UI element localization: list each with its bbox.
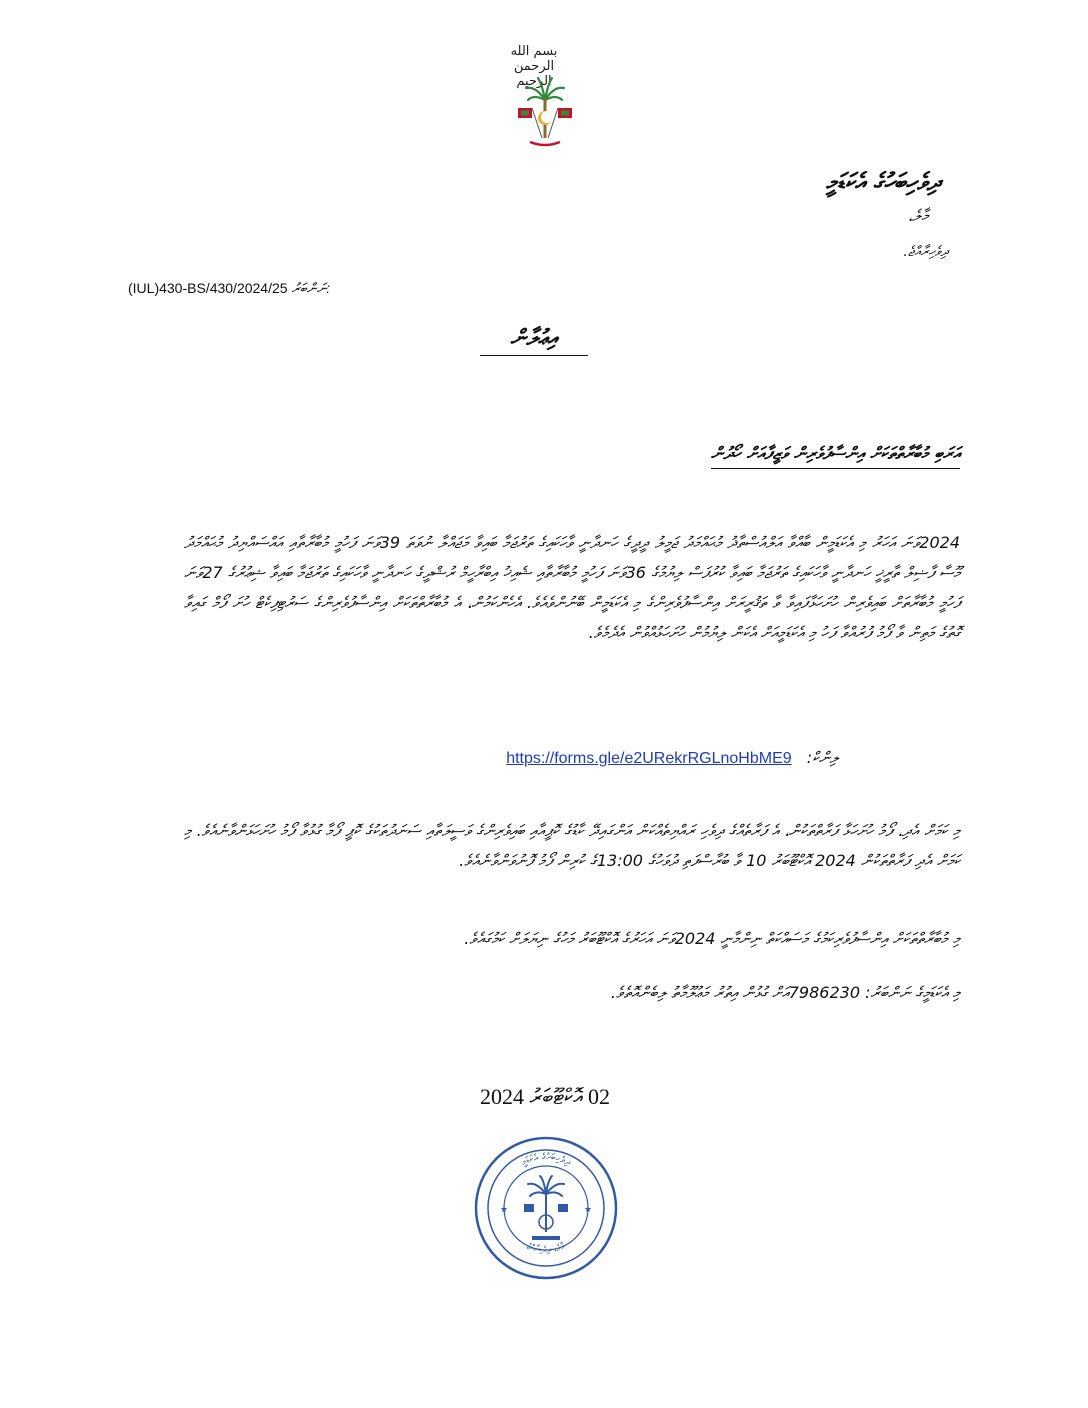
reference-number: (IUL)430-BS/430/2024/25 <box>128 280 288 296</box>
body-paragraph-1: 2024ވަނަ އަހަރު މި އެކަޑަމީން ބާއްވާ އަލްއުސްތާޛު މުޙައްމަދު ޖަމީލު ދީދީގެ ހަނދާނީ ވާހަކައިގެ ތަރުޖަމާ ބައިވާ މަޖައްލާ ނުވަތަ 39ވަނަ ފަހުމީ މުބާރާތާއި އައްސައްޔިދު މުޙައްމަދު މޫސާ ފާޟިލް ތާރީޚީ ހަނދާނީ ވާހަކައިގެ ތަރުޖަމާ ބައިވާ ކުރުފަސް ލިޔުމުގެ 36ވަނަ ފަހުމީ މުބާރާތާއި ޝެއިޚު އިބްރާހީމް ރުޝްދީގެ ހަނދާނީ ވާހަކައިގެ ތަރުޖަމާ ބައިވާ ޝިޢުރުގެ 27ވަނަ ފަހުމީ މުބާރާތަށް ބައިވެރިން ހުށަހަޅާފައިވާ ވާ ތަޤުރީރަށް އިންސާފުވެރިންގެ މި އެކަޑަމީން ބޭނުންވެއެވެ. އެހެންކަމުން، އެ މުބާރާތްތަކަށް އިންސާފުވެރިންގެ ސަރުޓިފިކެޓް ހުށަ ފޯމް ގައިވާ ގޮތުގެ މަތިން ވާ ފޯމު ފުރުއްވާ ފަހު މި އެކަޑަމީއަށް އެކަން ލިޔުމުން ހުށަހަޅުއްވުން އެދެމެވެ. <box>184 533 961 642</box>
office-city: މާލެ، <box>908 206 928 225</box>
official-seal-icon <box>474 1136 618 1280</box>
form-link[interactable]: https://forms.gle/e2URekrRGLnoHbME9 <box>506 750 792 767</box>
office-country: ދިވެހިރާއްޖެ. <box>903 244 948 260</box>
office-name: ދިވެހިބަހުގެ އެކަޑަމީ <box>825 168 940 196</box>
seal-top-text: ދިވެހިބަހުގެ އެކަޑަމީ <box>519 1151 573 1169</box>
body-paragraph-4: މި އެކަޑަމީގެ ނަންބަރު: 7986230އަށް ގުޅުން އިތުރު މަޢުލޫމާތު ލިބެންއޮތެވެ. <box>610 983 960 1002</box>
issue-date: 02 އޮކްޓޫބަރު 2024 <box>480 1084 610 1109</box>
bismillah-calligraphy: بسم الله الرحمن الرحيم <box>510 44 558 89</box>
form-link-row <box>506 748 838 768</box>
subject-heading: އަރަބި މުބާރާތްތަކަށް އިންސާފުވެރިން ވަޒީފާއަށް ހޯދުން <box>711 444 960 469</box>
svg-text:★: ★ <box>500 1205 509 1215</box>
body-paragraph-3: މި މުބާރާތްތަކަށް އިންސާފުވެރިކަމުގެ މަސައްކަތް ނިންމާނީ 2024ވަނަ އަހަރުގެ އޮކްޓޫބަރު މަހުގެ ނިޔަލަށް ކަމުގައެވެ. <box>464 929 960 948</box>
reference-label: ނަންބަރު: <box>291 280 331 296</box>
seal-bottom-text: މާލެ، ދިވެހިރާއްޖެ <box>525 1241 567 1256</box>
state-emblem-icon <box>514 72 576 150</box>
reference-line <box>128 280 330 297</box>
svg-text:މާލެ، ދިވެހިރާއްޖެ <box>525 1242 567 1256</box>
body-paragraph-2: މި ކަމަށް އެދި، ފޯމު ހުށަހަޅާ ފަރާތްތަކުން، އެ ފަރާތެއްގެ ދިވެހި ރައްޔިތެއްކަން އަންގައިދޭ ކާޑުގެ ކޮޕީއާއި ބައިވެރިންގެ ވަސީލަތާއި ސަނަދުތަކުގެ ކޮޕީ ފޯމާ ގުޅުވާ ފޯމު ހުށަހަޅަންވާނެއެވެ. މި ކަމަށް އެދި ފަރާތްތަކުން 2024 އޮކްޓޫބަރު 10 ވާ ބުރާސްފަތި ދުވަހުގެ 13:00ގެ ކުރިން ފޯމު ފޮނުވަންވާނެއެވެ. <box>184 821 960 870</box>
svg-text:★: ★ <box>584 1205 593 1215</box>
form-link-label: ލިންކް: <box>806 748 838 767</box>
document-type-title: އިޢުލާން <box>480 326 588 356</box>
